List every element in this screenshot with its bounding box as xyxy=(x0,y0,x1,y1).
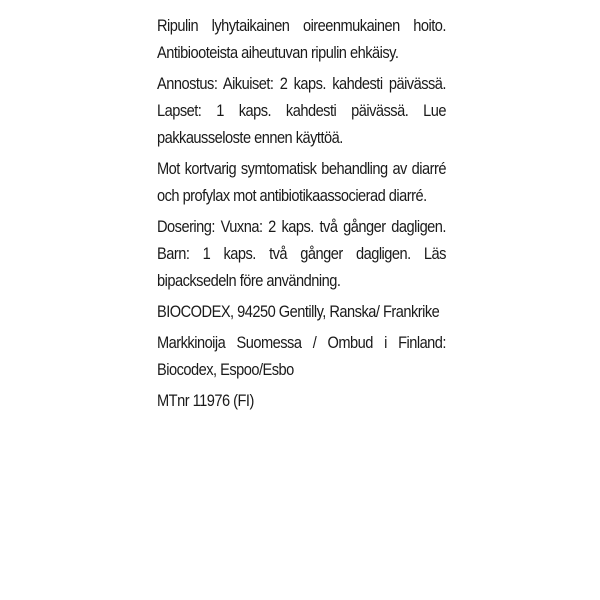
indication-swedish: Mot kortvarig symtomatisk behandling av diarré och profylax mot antibiotikaassocierad diarré. xyxy=(157,159,446,205)
marketing-authorization-number: MTnr 11976 (FI) xyxy=(157,391,254,410)
dosage-swedish: Dosering: Vuxna: 2 kaps. två gånger dagligen. Barn: 1 kaps. två gånger dagligen. Läs bipacksedeln före användning. xyxy=(157,217,446,290)
indication-finnish: Ripulin lyhytaikainen oireenmukainen hoito. Antibiooteista aiheutuvan ripulin ehkäisy. xyxy=(157,16,446,62)
manufacturer-address: BIOCODEX, 94250 Gentilly, Ranska/ Frankrike xyxy=(157,302,440,321)
package-label-text xyxy=(157,12,446,418)
marketer-info: Markkinoija Suomessa / Ombud i Finland: Biocodex, Espoo/Esbo xyxy=(157,333,446,379)
dosage-finnish: Annostus: Aikuiset: 2 kaps. kahdesti päivässä. Lapset: 1 kaps. kahdesti päivässä. Lue pakkausseloste ennen käyttöä. xyxy=(157,74,446,147)
